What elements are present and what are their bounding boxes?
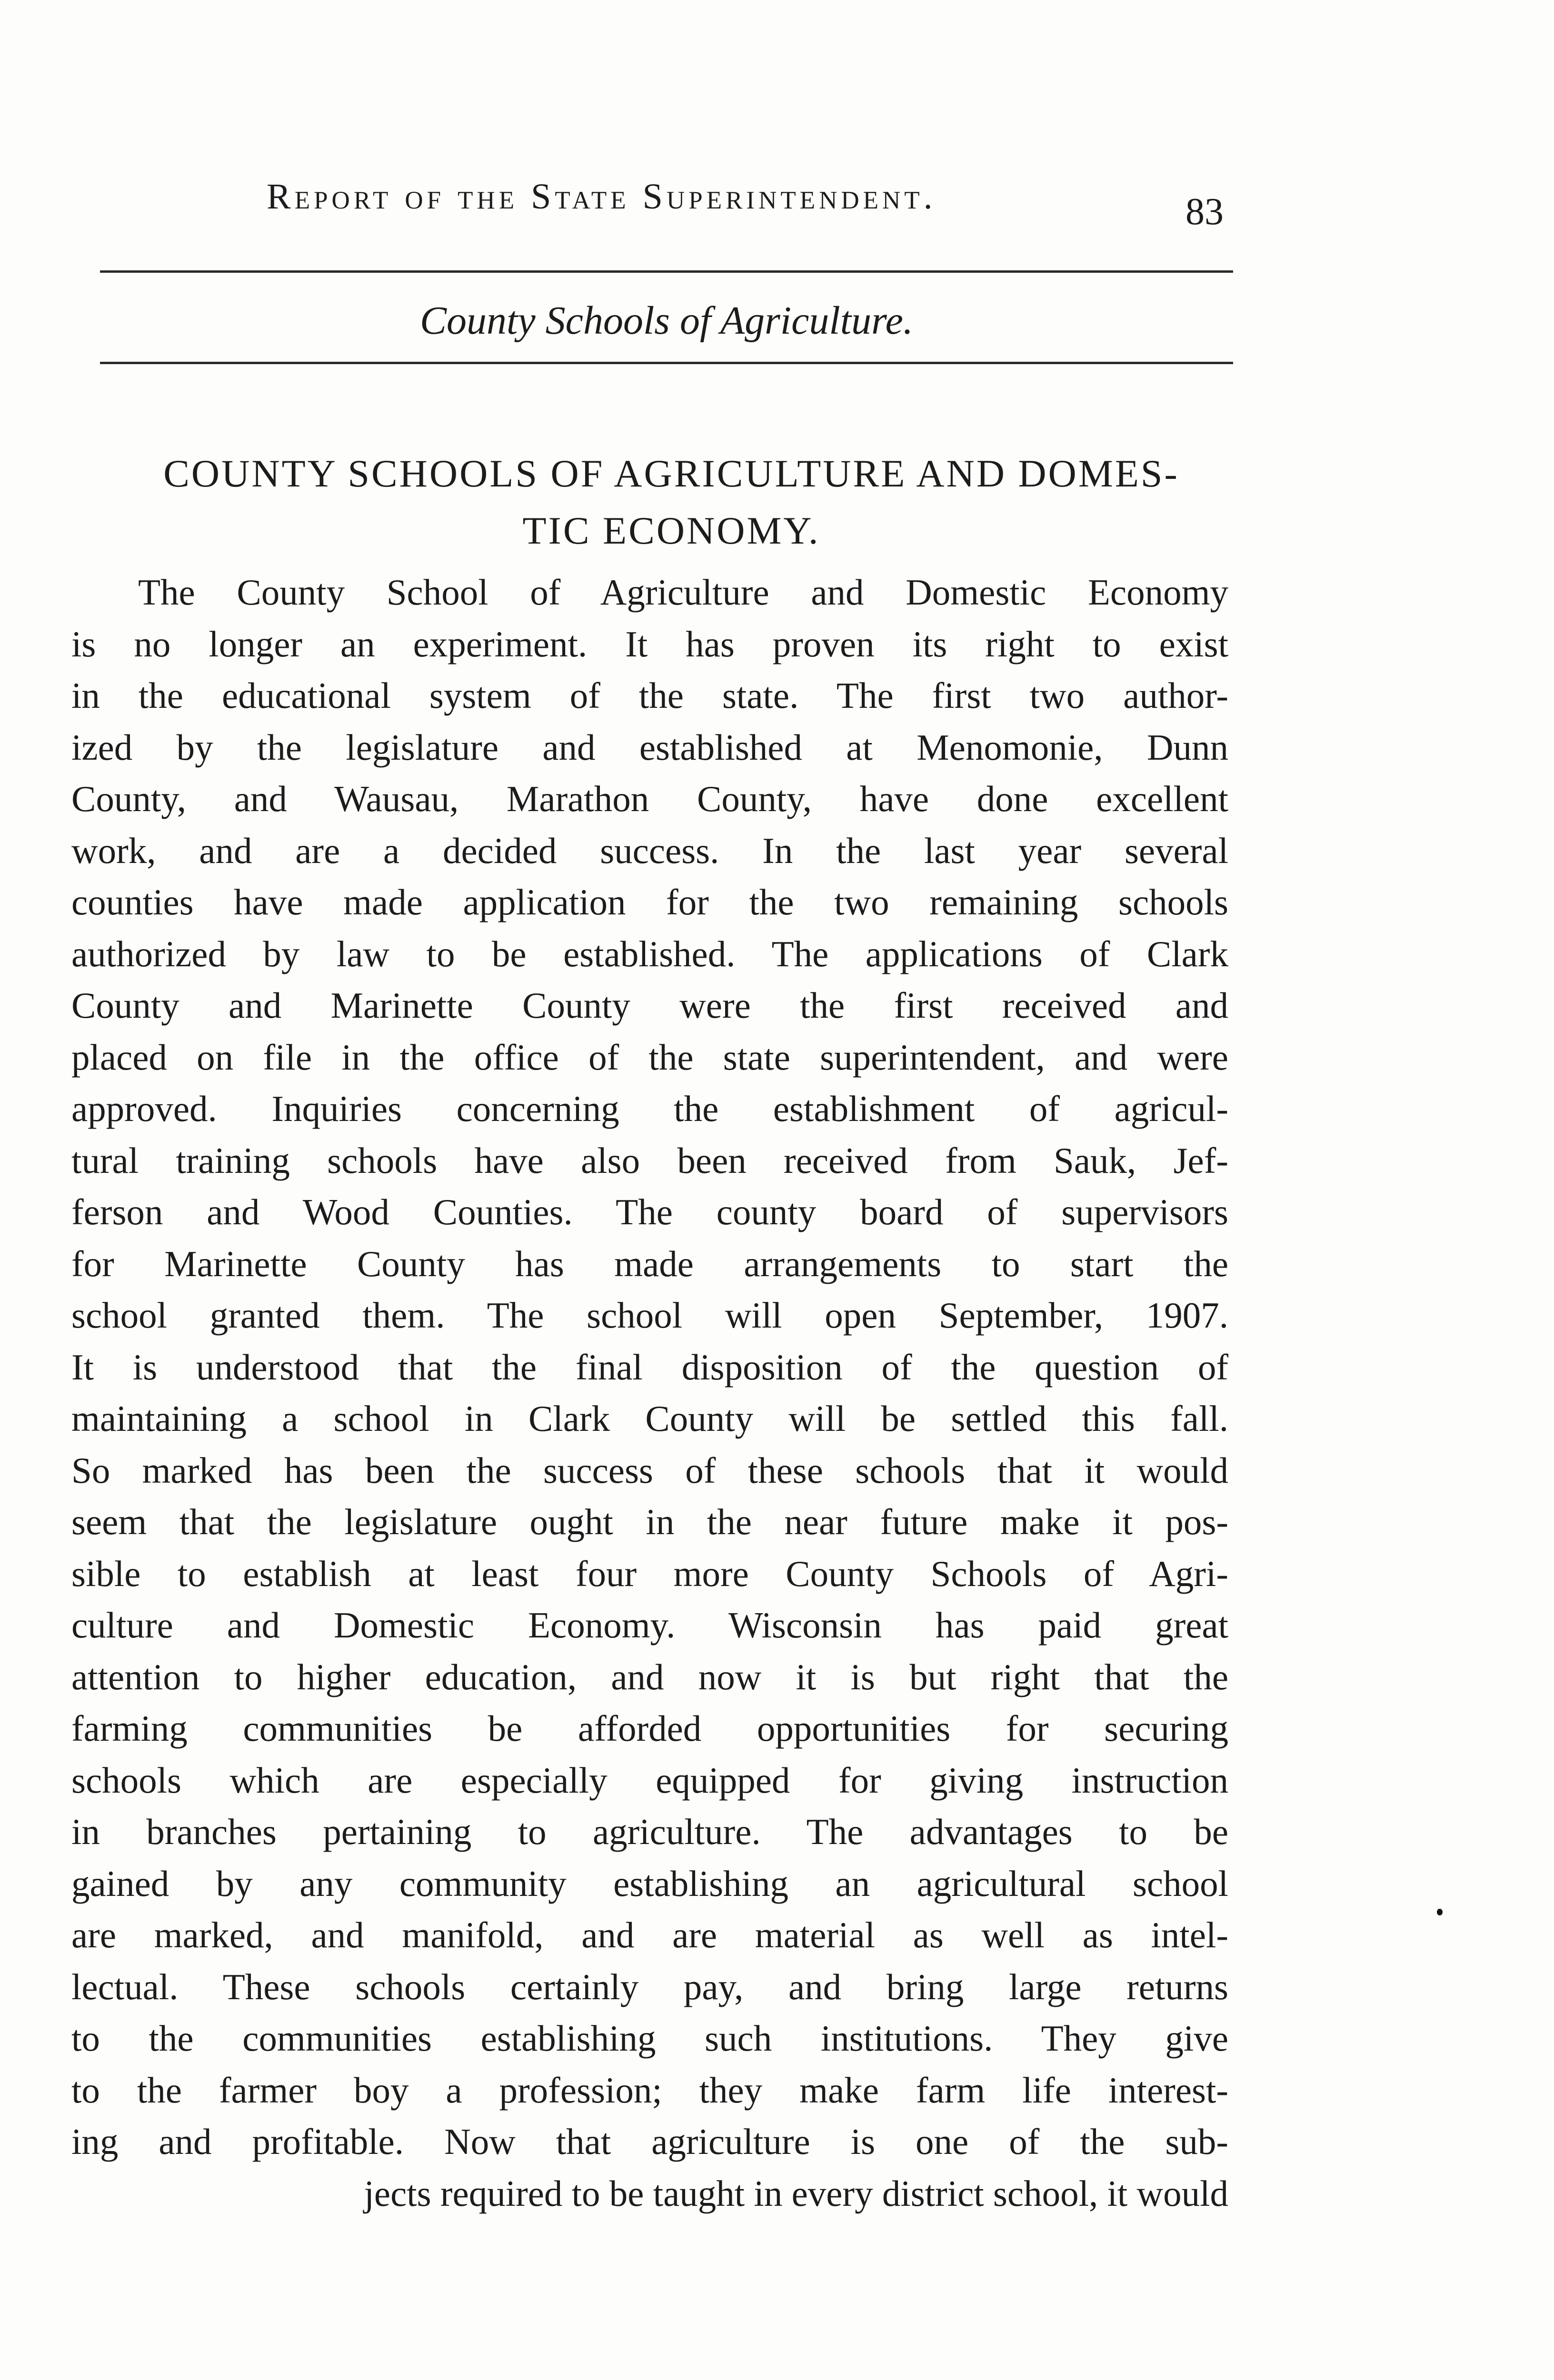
body-line: gained by any community establishing an agricultural school xyxy=(71,1863,1228,1904)
body-line: ferson and Wood Counties. The county board of supervisors xyxy=(71,1191,1228,1232)
article-body xyxy=(71,566,1228,2219)
body-line: is no longer an experiment. It has proven its right to exist xyxy=(71,623,1228,664)
article-title-line: TIC ECONOMY. xyxy=(522,509,820,552)
body-line: culture and Domestic Economy. Wisconsin has paid great xyxy=(71,1605,1228,1646)
body-line: farming communities be afforded opportunities for securing xyxy=(71,1708,1228,1749)
body-line: ing and profitable. Now that agriculture is one of the sub- xyxy=(71,2121,1228,2162)
body-line: placed on file in the office of the state superintendent, and were xyxy=(71,1036,1228,1078)
body-line: schools which are especially equipped for giving instruction xyxy=(71,1759,1228,1801)
body-line: ized by the legislature and established at Menomonie, Dunn xyxy=(71,726,1228,768)
body-line: So marked has been the success of these schools that it would xyxy=(71,1449,1228,1491)
body-line: in branches pertaining to agriculture. The advantages to be xyxy=(71,1811,1228,1852)
body-line: for Marinette County has made arrangements to start the xyxy=(71,1243,1228,1284)
body-line: It is understood that the final disposition of the question of xyxy=(71,1346,1228,1388)
header-rule-top xyxy=(100,270,1233,273)
body-line: tural training schools have also been received from Sauk, Jef- xyxy=(71,1140,1228,1181)
body-line: are marked, and manifold, and are material as well as intel- xyxy=(71,1914,1228,1955)
body-line: to the communities establishing such institutions. They give xyxy=(71,2018,1228,2059)
body-line: seem that the legislature ought in the near future make it pos- xyxy=(71,1501,1228,1542)
body-line: County, and Wausau, Marathon County, have done excellent xyxy=(71,778,1228,819)
body-line: in the educational system of the state. The first two author- xyxy=(71,675,1228,716)
body-line: authorized by law to be established. The applications of Clark xyxy=(71,933,1228,974)
article-title-line: COUNTY SCHOOLS OF AGRICULTURE AND DOMES- xyxy=(163,452,1179,495)
running-head: Report of the State Superintendent. xyxy=(267,177,936,217)
body-line: counties have made application for the two remaining schools xyxy=(71,882,1228,922)
body-line: jects required to be taught in every district school, it would xyxy=(364,2172,1228,2214)
body-line: work, and are a decided success. In the last year several xyxy=(71,830,1228,871)
section-head: County Schools of Agriculture. xyxy=(420,298,913,343)
body-line: lectual. These schools certainly pay, and bring large returns xyxy=(71,1966,1228,2007)
body-line: attention to higher education, and now it is but right that the xyxy=(71,1656,1228,1697)
body-line: approved. Inquiries concerning the establishment of agricul- xyxy=(71,1088,1228,1129)
page-number: 83 xyxy=(1185,191,1224,233)
body-line: sible to establish at least four more County Schools of Agri- xyxy=(71,1553,1228,1594)
ink-speck xyxy=(1437,1909,1443,1915)
body-line: County and Marinette County were the first received and xyxy=(71,985,1228,1026)
body-line: school granted them. The school will open September, 1907. xyxy=(71,1295,1228,1336)
body-line: The County School of Agriculture and Domestic Economy xyxy=(138,572,1228,613)
article-title xyxy=(86,445,1257,559)
body-line: to the farmer boy a profession; they make farm life interest- xyxy=(71,2069,1228,2111)
header-rule-bottom xyxy=(100,362,1233,364)
body-line: maintaining a school in Clark County will be settled this fall. xyxy=(71,1398,1228,1439)
